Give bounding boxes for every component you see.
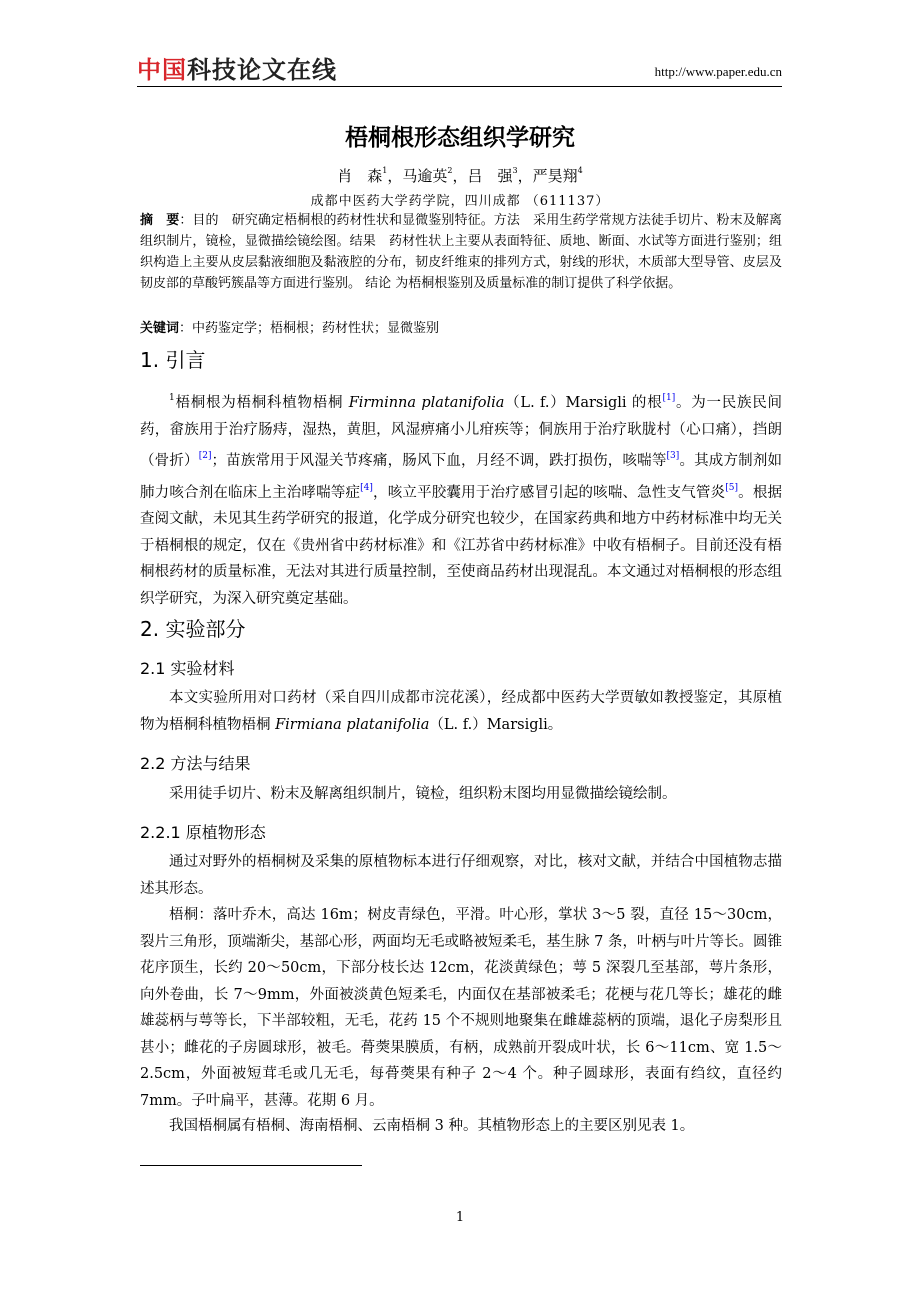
site-logo xyxy=(137,50,337,84)
affiliation: 成都中医药大学药学院，四川成都 （611137） xyxy=(310,194,610,209)
author-name: 肖 森 xyxy=(337,167,383,185)
author-mark: 1 xyxy=(382,166,388,175)
citation-link[interactable]: [1] xyxy=(662,393,676,403)
footnote-mark: 1 xyxy=(169,393,175,403)
intro-text: 。根据查阅文献，未见其生药学研究的报道，化学成分研究也较少，在国家药典和地方中药材标准中均无关于梧桐根的规定，仅在《贵州省中药材标准》和《江苏省中药材标准》中收有梧桐子。目前还没有梧桐根药材的质量标准，无法对其进行质量控制，至使商品药材出现混乱。本文通过对梧桐根的形态组织学研究，为深入研究奠定基础。 xyxy=(140,484,783,607)
citation-link[interactable]: [3] xyxy=(666,451,680,461)
abstract-text: ：目的 研究确定梧桐根的药材性状和显微鉴别特征。方法 采用生药学常规方法徒手切片、粉末及解离组织制片，镜检，显微描绘镜绘图。结果 药材性状上主要从表面特征、质地、断面、水试等方面进行鉴别；组织构造上主要从皮层黏液细胞及黏液腔的分布，韧皮纤维束的排列方式，射线的形状，木质部大型导管、皮层及韧皮部的草酸钙簇晶等方面进行鉴别。 结论 为梧桐根鉴别及质量标准的制订提供了科学依据。 xyxy=(140,213,782,291)
header-divider xyxy=(137,86,782,87)
subsection-heading-methods: 2.2 方法与结果 xyxy=(140,754,251,773)
intro-text: 。其成方制剂如肺力咳合剂在临床上主治哮喘等症 xyxy=(140,453,783,501)
intro-text: ，咳立平胶囊用于治疗感冒引起的咳喘、急性支气管炎 xyxy=(372,484,726,501)
citation-link[interactable]: [2] xyxy=(198,451,212,461)
latin-name: Firmiana platanifolia xyxy=(275,716,430,733)
subsection-heading-materials: 2.1 实验材料 xyxy=(140,659,235,678)
author-mark: 3 xyxy=(512,166,518,175)
logo-red-text: 中国 xyxy=(137,55,187,84)
citation-link[interactable]: [5] xyxy=(725,482,738,493)
author-mark: 2 xyxy=(447,166,453,175)
latin-name: Firminna platanifolia xyxy=(348,395,505,411)
section-heading-experiment: 2. 实验部分 xyxy=(140,617,246,641)
materials-text: （L. f.）Marsigli。 xyxy=(429,716,563,733)
footnote-divider xyxy=(140,1165,362,1166)
keywords-text: ：中药鉴定学；梧桐根；药材性状；显微鉴别 xyxy=(179,321,440,336)
page-number: 1 xyxy=(455,1210,465,1225)
citation-link[interactable]: [4] xyxy=(360,482,373,493)
morphology-paragraph-3: 我国梧桐属有梧桐、海南梧桐、云南梧桐 3 种。其植物形态上的主要区别见表 1。 xyxy=(169,1118,695,1134)
morphology-paragraph-2: 梧桐：落叶乔木，高达 16m；树皮青绿色，平滑。叶心形，掌状 3～5 裂，直径 15～30cm，裂片三角形，顶端渐尖，基部心形，两面均无毛或略被短柔毛，基生脉 7 条，叶柄与叶片等长。圆锥花序顶生，长约 20～50cm，下部分枝长达 12cm，花淡黄绿色；萼 5 深裂几至基部，萼片条形，向外卷曲，长 7～9mm，外面被淡黄色短柔毛，内面仅在基部被柔毛；花梗与花几等长；雄花的雌雄蕊柄与萼等长，下半部较粗，无毛，花药 15 个不规则地聚集在雌雄蕊柄的顶端，退化子房梨形且甚小；雌花的子房圆球形，被毛。蓇葖果膜质，有柄，成熟前开裂成叶状，长 6～11cm、宽 1.5～2.5cm，外面被短茸毛或几无毛，每蓇葖果有种子 2～4 个。种子圆球形，表面有绉纹，直径约 7mm。子叶扁平，甚薄。花期 6 月。 xyxy=(140,907,782,1109)
materials-paragraph xyxy=(140,685,782,738)
subsection-heading-morphology: 2.2.1 原植物形态 xyxy=(140,823,266,842)
header-url[interactable]: http://www.paper.edu.cn xyxy=(654,64,782,79)
intro-text: 梧桐根为梧桐科植物梧桐 xyxy=(174,395,349,411)
author-mark: 4 xyxy=(577,166,583,175)
keywords xyxy=(140,319,782,339)
intro-paragraph xyxy=(140,385,782,612)
section-heading-intro: 1. 引言 xyxy=(140,348,206,372)
keywords-label: 关键词 xyxy=(140,321,180,336)
intro-text: ；苗族常用于风湿关节疼痛，肠风下血，月经不调，跌打损伤，咳喘等 xyxy=(211,453,667,469)
logo-black-text: 科技论文在线 xyxy=(187,55,337,84)
author-name: ，严昊翔 xyxy=(517,167,578,185)
morphology-paragraph-1: 通过对野外的梧桐树及采集的原植物标本进行仔细观察，对比，核对文献，并结合中国植物志描述其形态。 xyxy=(140,854,782,897)
intro-text: 。为一民族民间药，畲族用于治疗肠痔，湿热，黄胆，风湿痹痛小儿疳疾等；侗族用于治疗耿胧村（心口痛），挡朗（骨折） xyxy=(140,395,782,469)
methods-paragraph: 采用徒手切片、粉末及解离组织制片，镜检，组织粉末图均用显微描绘镜绘制。 xyxy=(169,786,677,802)
author-name: ，马逾英 xyxy=(387,167,448,185)
author-line xyxy=(0,165,920,186)
materials-text: 本文实验所用对口药材（采自四川成都市浣花溪），经成都中医药大学贾敏如教授鉴定，其原植物为梧桐科植物梧桐 xyxy=(140,690,782,733)
intro-text: （L. f.）Marsigli 的根 xyxy=(504,395,663,411)
abstract xyxy=(140,210,782,294)
abstract-label: 摘 要 xyxy=(140,213,180,228)
paper-title: 梧桐根形态组织学研究 xyxy=(345,125,575,151)
author-name: ，吕 强 xyxy=(452,167,513,185)
